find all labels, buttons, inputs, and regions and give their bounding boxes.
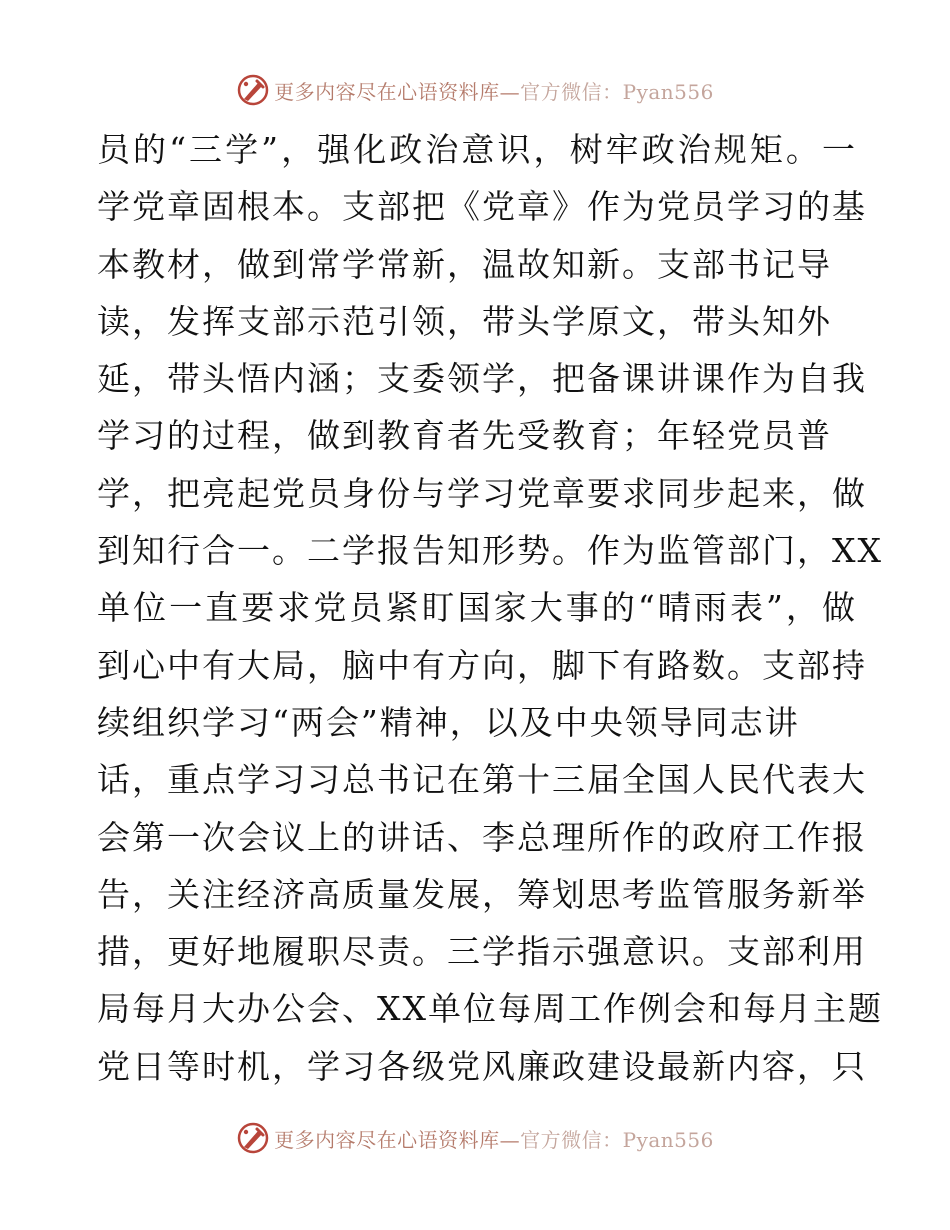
text-line: 到知行合一。二学报告知形势。作为监管部门，XX	[97, 531, 883, 571]
text-line: 学，把亮起党员身份与学习党章要求同步起来，做	[97, 473, 867, 513]
footer-banner	[0, 1118, 950, 1158]
text-line: 措，更好地履职尽责。三学指示强意识。支部利用	[97, 932, 867, 972]
text-line: 告，关注经济高质量发展，筹划思考监管服务新举	[97, 874, 867, 914]
text-line: 延，带头悟内涵；支委领学，把备课讲课作为自我	[97, 359, 867, 399]
text-line: 话，重点学习习总书记在第十三届全国人民代表大	[97, 760, 867, 800]
text-line: 学党章固根本。支部把《党章》作为党员学习的基	[97, 187, 867, 227]
pen-seal-icon	[236, 1121, 270, 1155]
text-line: 学习的过程，做到教育者先受教育；年轻党员普	[97, 416, 832, 456]
banner-label: 更多内容尽在心语资料库—官方微信：Pyan556	[274, 1127, 714, 1152]
text-line: 到心中有大局，脑中有方向，脚下有路数。支部持	[97, 645, 867, 685]
header-banner	[0, 70, 950, 110]
text-line: 读，发挥支部示范引领，带头学原文，带头知外	[97, 301, 832, 341]
document-body	[97, 121, 883, 1095]
text-line: 局每月大办公会、XX单位每周工作例会和每月主题	[97, 989, 883, 1029]
text-line: 会第一次会议上的讲话、李总理所作的政府工作报	[97, 817, 867, 857]
text-line: 本教材，做到常学常新，温故知新。支部书记导	[97, 244, 832, 284]
text-line: 单位一直要求党员紧盯国家大事的“晴雨表”，做	[97, 588, 857, 628]
text-line: 续组织学习“两会”精神，以及中央领导同志讲	[97, 702, 800, 742]
text-line: 党日等时机，学习各级党风廉政建设最新内容，只	[97, 1046, 867, 1086]
banner-label: 更多内容尽在心语资料库—官方微信：Pyan556	[274, 79, 714, 104]
text-line: 员的“三学”，强化政治意识，树牢政治规矩。一	[97, 130, 857, 169]
pen-seal-icon	[236, 73, 270, 107]
